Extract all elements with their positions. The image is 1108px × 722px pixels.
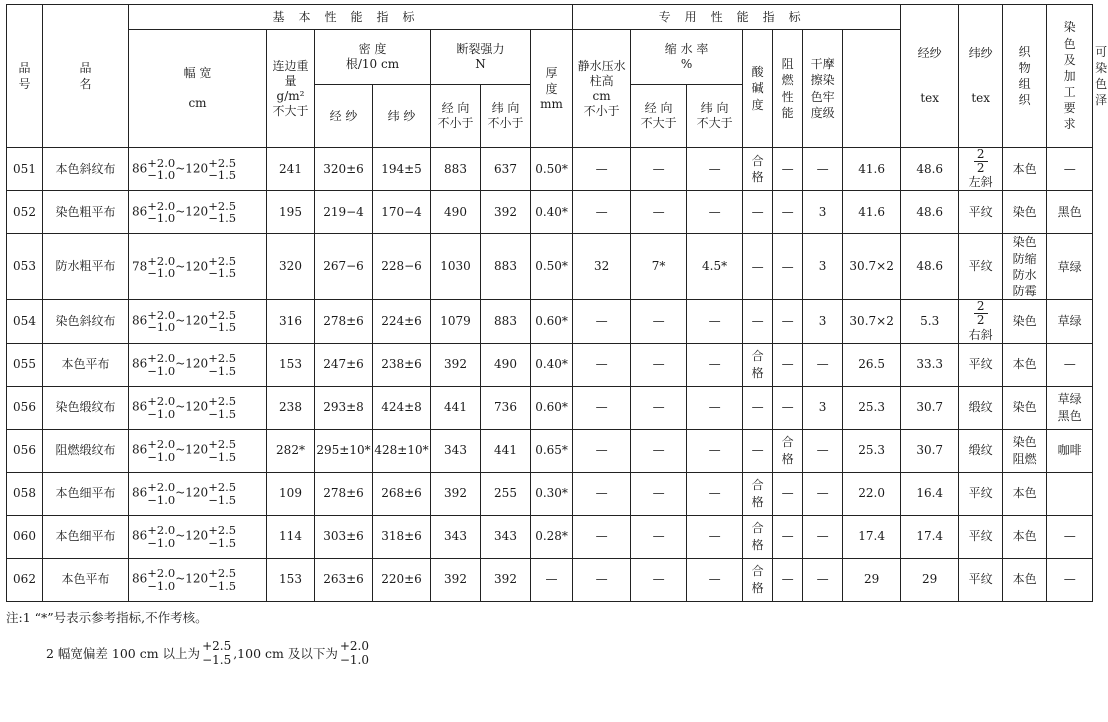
cell-weave: 平纹 (959, 234, 1003, 300)
cell-strength-weft: 883 (481, 234, 531, 300)
table-body (7, 148, 1093, 602)
cell-strength-warp: 343 (431, 429, 481, 472)
cell-warp-yarn: 22.0 (843, 472, 901, 515)
cell-ph: — (743, 429, 773, 472)
cell-rub-fastness: 3 (803, 191, 843, 234)
cell-strength-warp: 490 (431, 191, 481, 234)
cell-warp-yarn: 30.7×2 (843, 234, 901, 300)
cell-dye: 本色 (1003, 148, 1047, 191)
cell-water-pressure: — (573, 558, 631, 601)
cell-thickness: 0.50* (531, 234, 573, 300)
cell-shrink-weft: — (687, 558, 743, 601)
table-row (7, 148, 1093, 191)
header-shrink-weft: 纬 向 不大于 (687, 85, 743, 148)
cell-shrink-weft: 4.5* (687, 234, 743, 300)
table-row (7, 191, 1093, 234)
cell-density-warp: 267−6 (315, 234, 373, 300)
cell-flame: — (773, 343, 803, 386)
cell-ph: 合格 (743, 558, 773, 601)
header-weave: 织物组织 (1003, 5, 1047, 148)
header-ph: 酸碱度 (743, 30, 773, 148)
header-name: 品 名 (43, 5, 129, 148)
cell-strength-warp: 883 (431, 148, 481, 191)
cell-shrink-weft: — (687, 191, 743, 234)
cell-weft-yarn: 30.7 (901, 429, 959, 472)
cell-code: 056 (7, 429, 43, 472)
cell-color: 黑色 (1047, 191, 1093, 234)
cell-ph: — (743, 300, 773, 343)
cell-density-weft: 194±5 (373, 148, 431, 191)
cell-shrink-weft: — (687, 386, 743, 429)
cell-name: 染色缎纹布 (43, 386, 129, 429)
cell-warp-yarn: 30.7×2 (843, 300, 901, 343)
cell-ph: 合格 (743, 515, 773, 558)
cell-density-warp: 263±6 (315, 558, 373, 601)
cell-rub-fastness: 3 (803, 386, 843, 429)
cell-shrink-weft: — (687, 148, 743, 191)
cell-strength-warp: 343 (431, 515, 481, 558)
cell-shrink-warp: — (631, 300, 687, 343)
cell-width: 86 +2.0 −1.0 ~120 +2.5 −1.5 (129, 472, 267, 515)
cell-warp-yarn: 41.6 (843, 148, 901, 191)
cell-rub-fastness: 3 (803, 234, 843, 300)
cell-flame: — (773, 191, 803, 234)
cell-width: 78 +2.0 −1.0 ~120 +2.5 −1.5 (129, 234, 267, 300)
cell-flame: — (773, 386, 803, 429)
cell-density-warp: 247±6 (315, 343, 373, 386)
cell-density-weft: 268±6 (373, 472, 431, 515)
cell-ph: 合格 (743, 472, 773, 515)
cell-density-warp: 320±6 (315, 148, 373, 191)
cell-name: 本色平布 (43, 343, 129, 386)
cell-water-pressure: — (573, 343, 631, 386)
cell-flame: — (773, 148, 803, 191)
cell-flame: — (773, 472, 803, 515)
table-row (7, 558, 1093, 601)
cell-ph: 合格 (743, 148, 773, 191)
cell-thickness: 0.40* (531, 343, 573, 386)
cell-density-warp: 295±10* (315, 429, 373, 472)
cell-width: 86 +2.0 −1.0 ~120 +2.5 −1.5 (129, 343, 267, 386)
cell-strength-weft: 736 (481, 386, 531, 429)
cell-width: 86 +2.0 −1.0 ~120 +2.5 −1.5 (129, 515, 267, 558)
cell-strength-weft: 392 (481, 191, 531, 234)
cell-dye: 本色 (1003, 515, 1047, 558)
header-warp-yarn: 经纱 tex (901, 5, 959, 148)
cell-code: 060 (7, 515, 43, 558)
cell-weave: $\frac{2}{2}$ 左斜 (959, 148, 1003, 191)
cell-name: 防水粗平布 (43, 234, 129, 300)
cell-density-weft: 224±6 (373, 300, 431, 343)
cell-color: — (1047, 558, 1093, 601)
notes (6, 606, 1092, 678)
cell-water-pressure: — (573, 148, 631, 191)
header-basic-group: 基本性能指标 (129, 5, 573, 30)
cell-name: 染色粗平布 (43, 191, 129, 234)
cell-weave: 平纹 (959, 558, 1003, 601)
cell-name: 本色平布 (43, 558, 129, 601)
cell-color (1047, 472, 1093, 515)
cell-code: 056 (7, 386, 43, 429)
cell-shrink-warp: — (631, 191, 687, 234)
cell-warp-yarn: 25.3 (843, 386, 901, 429)
cell-warp-yarn: 26.5 (843, 343, 901, 386)
cell-strength-warp: 392 (431, 343, 481, 386)
cell-warp-yarn: 17.4 (843, 515, 901, 558)
cell-weft-yarn: 29 (901, 558, 959, 601)
cell-dye: 染色 (1003, 191, 1047, 234)
cell-ph: 合格 (743, 343, 773, 386)
cell-width: 86 +2.0 −1.0 ~120 +2.5 −1.5 (129, 148, 267, 191)
cell-weave: 平纹 (959, 343, 1003, 386)
cell-weave: 缎纹 (959, 386, 1003, 429)
cell-color: — (1047, 343, 1093, 386)
cell-dye: 本色 (1003, 558, 1047, 601)
cell-code: 051 (7, 148, 43, 191)
cell-weight: 195 (267, 191, 315, 234)
cell-code: 052 (7, 191, 43, 234)
cell-water-pressure: — (573, 300, 631, 343)
cell-rub-fastness: — (803, 515, 843, 558)
cell-code: 055 (7, 343, 43, 386)
header-density-warp: 经 纱 (315, 85, 373, 148)
cell-flame: — (773, 515, 803, 558)
cell-weight: 316 (267, 300, 315, 343)
cell-width: 86 +2.0 −1.0 ~120 +2.5 −1.5 (129, 191, 267, 234)
cell-weight: 320 (267, 234, 315, 300)
cell-density-weft: 428±10* (373, 429, 431, 472)
cell-weave: $\frac{2}{2}$ 右斜 (959, 300, 1003, 343)
cell-weft-yarn: 17.4 (901, 515, 959, 558)
header-density-weft: 纬 纱 (373, 85, 431, 148)
table-row (7, 386, 1093, 429)
cell-rub-fastness: — (803, 148, 843, 191)
cell-ph: — (743, 234, 773, 300)
cell-density-weft: 220±6 (373, 558, 431, 601)
cell-weight: 282* (267, 429, 315, 472)
cell-color: 草绿 (1047, 300, 1093, 343)
cell-color: — (1047, 148, 1093, 191)
cell-shrink-weft: — (687, 300, 743, 343)
header-dye: 染色及加工要求 (1047, 5, 1093, 148)
cell-dye: 染色防缩防水防霉 (1003, 234, 1047, 300)
header-rub-fastness: 干摩擦染色牢度级 (803, 30, 843, 148)
cell-density-warp: 303±6 (315, 515, 373, 558)
table-row (7, 515, 1093, 558)
cell-dye: 染色 (1003, 300, 1047, 343)
fabric-spec-table: 品 号 品 名 基本性能指标 专用性能指标 经纱 tex 纬纱 tex 织物组织 染色及加工要求 可染色泽 幅 宽 cm 连边重量 g/m² 不大于 密 度 根/10 cm 断裂强力 N 厚度 mm 静水压水柱高 cm 不小于 缩 水 率 % 酸碱度 阻燃性能 干摩擦染色牢度级 经 纱 纬 纱 经 向 不小于 纬 向 不小于 经 向 不大于 纬 向 不大于 051 本色斜纹布 86 +2.0 −1.0 ~120 +2.5 −1.5 241 320±6 194±5 883 637 0.50* — — — 合格 — — 41.6 48.6 $\frac{2}{2}$ 左斜 本色 — 052 染色粗平布 86 +2.0 −1.0 ~120 +2.5 −1.5 195 219−4 170−4 490 392 0.40* — — — — — 3 41.6 48.6 平纹 染色 黑色 053 防水粗平布 78 +2.0 −1.0 ~120 +2.5 −1.5 320 267−6 228−6 1030 883 0.50* 32 7* 4.5* — — 3 30.7×2 48.6 平纹 染色防缩防水防霉 草绿 054 染色斜纹布 86 +2.0 −1.0 ~120 +2.5 −1.5 316 278±6 224±6 1079 883 0.60* — — — — — 3 30.7×2 5.3 $\frac{2}{2}$ 右斜 染色 草绿 055 本色平布 86 +2.0 −1.0 ~120 +2.5 −1.5 153 247±6 238±6 392 490 0.40* — — — 合格 — — 26.5 33.3 平纹 本色 — 056 染色缎纹布 86 +2.0 −1.0 ~120 +2.5 −1.5 238 293±8 424±8 441 736 0.60* — — — — — 3 25.3 30.7 缎纹 染色 草绿黑色 056 阻燃缎纹布 86 +2.0 −1.0 ~120 +2.5 −1.5 282* 295±10* 428±10* 343 441 0.65* — — — — 合格 — 25.3 30.7 缎纹 染色阻燃 咖啡 058 本色细平布 86 +2.0 −1.0 ~120 +2.5 −1.5 109 278±6 268±6 392 255 0.30* — — — 合格 — — 22.0 16.4 平纹 本色 060 本色细平布 86 +2.0 −1.0 ~120 +2.5 −1.5 114 303±6 318±6 343 343 0.28* — — — 合格 — — 17.4 17.4 平纹 本色 — 062 本色平布 86 +2.0 −1.0 ~120 +2.5 −1.5 153 263±6 220±6 392 392 — — — — 合格 — — 29 29 平纹 本色 — (6, 4, 1093, 602)
cell-dye: 染色 (1003, 386, 1047, 429)
cell-rub-fastness: — (803, 343, 843, 386)
cell-weave: 平纹 (959, 472, 1003, 515)
cell-shrink-warp: — (631, 429, 687, 472)
cell-shrink-warp: — (631, 472, 687, 515)
cell-rub-fastness: — (803, 472, 843, 515)
cell-weight: 109 (267, 472, 315, 515)
header-weft-yarn: 纬纱 tex (959, 5, 1003, 148)
cell-code: 062 (7, 558, 43, 601)
note-1: 注:1 “*”号表示参考指标,不作考核。 (6, 609, 208, 625)
header-water-pressure: 静水压水柱高 cm 不小于 (573, 30, 631, 148)
header-strength-warp: 经 向 不小于 (431, 85, 481, 148)
cell-code: 054 (7, 300, 43, 343)
cell-water-pressure: — (573, 386, 631, 429)
cell-water-pressure: 32 (573, 234, 631, 300)
cell-weight: 238 (267, 386, 315, 429)
cell-strength-warp: 392 (431, 472, 481, 515)
cell-strength-weft: 883 (481, 300, 531, 343)
cell-thickness: 0.50* (531, 148, 573, 191)
cell-weft-yarn: 48.6 (901, 234, 959, 300)
cell-rub-fastness: — (803, 429, 843, 472)
cell-strength-warp: 392 (431, 558, 481, 601)
cell-shrink-warp: 7* (631, 234, 687, 300)
cell-rub-fastness: — (803, 558, 843, 601)
spec-sheet (6, 4, 1108, 678)
cell-color: — (1047, 515, 1093, 558)
cell-density-warp: 293±8 (315, 386, 373, 429)
cell-shrink-warp: — (631, 343, 687, 386)
cell-density-weft: 228−6 (373, 234, 431, 300)
cell-strength-weft: 441 (481, 429, 531, 472)
cell-strength-warp: 1030 (431, 234, 481, 300)
cell-shrink-weft: — (687, 429, 743, 472)
cell-dye: 染色阻燃 (1003, 429, 1047, 472)
cell-strength-warp: 1079 (431, 300, 481, 343)
cell-name: 本色细平布 (43, 472, 129, 515)
cell-water-pressure: — (573, 429, 631, 472)
cell-weft-yarn: 48.6 (901, 191, 959, 234)
table-row (7, 472, 1093, 515)
cell-density-weft: 170−4 (373, 191, 431, 234)
cell-name: 本色斜纹布 (43, 148, 129, 191)
cell-thickness: 0.40* (531, 191, 573, 234)
cell-shrink-warp: — (631, 386, 687, 429)
cell-dye: 本色 (1003, 472, 1047, 515)
header-weight: 连边重量 g/m² 不大于 (267, 30, 315, 148)
cell-shrink-warp: — (631, 558, 687, 601)
cell-shrink-weft: — (687, 343, 743, 386)
cell-water-pressure: — (573, 515, 631, 558)
cell-strength-weft: 255 (481, 472, 531, 515)
cell-weight: 241 (267, 148, 315, 191)
cell-color: 咖啡 (1047, 429, 1093, 472)
cell-warp-yarn: 25.3 (843, 429, 901, 472)
cell-code: 058 (7, 472, 43, 515)
cell-rub-fastness: 3 (803, 300, 843, 343)
cell-weight: 153 (267, 343, 315, 386)
cell-width: 86 +2.0 −1.0 ~120 +2.5 −1.5 (129, 429, 267, 472)
cell-shrink-weft: — (687, 515, 743, 558)
cell-thickness: 0.60* (531, 300, 573, 343)
cell-thickness: — (531, 558, 573, 601)
cell-weave: 缎纹 (959, 429, 1003, 472)
cell-weft-yarn: 5.3 (901, 300, 959, 343)
cell-weave: 平纹 (959, 191, 1003, 234)
cell-code: 053 (7, 234, 43, 300)
cell-warp-yarn: 29 (843, 558, 901, 601)
cell-width: 86 +2.0 −1.0 ~120 +2.5 −1.5 (129, 386, 267, 429)
cell-density-weft: 318±6 (373, 515, 431, 558)
cell-ph: — (743, 191, 773, 234)
header-flame: 阻燃性能 (773, 30, 803, 148)
cell-shrink-warp: — (631, 148, 687, 191)
header-width: 幅 宽 cm (129, 30, 267, 148)
cell-thickness: 0.65* (531, 429, 573, 472)
header-shrinkage: 缩 水 率 % (631, 30, 743, 85)
cell-density-warp: 278±6 (315, 472, 373, 515)
cell-color: 草绿黑色 (1047, 386, 1093, 429)
header-thickness: 厚度 mm (531, 30, 573, 148)
header-special-group: 专用性能指标 (573, 5, 901, 30)
cell-flame: — (773, 300, 803, 343)
table-row (7, 429, 1093, 472)
note-2: 2 幅宽偏差 100 cm 以上为 +2.5 −1.5 ,100 cm 及以下为 +2.0 −1.0 (46, 639, 369, 667)
cell-strength-weft: 490 (481, 343, 531, 386)
cell-name: 阻燃缎纹布 (43, 429, 129, 472)
cell-name: 本色细平布 (43, 515, 129, 558)
cell-width: 86 +2.0 −1.0 ~120 +2.5 −1.5 (129, 558, 267, 601)
table-row (7, 343, 1093, 386)
cell-weft-yarn: 16.4 (901, 472, 959, 515)
cell-weft-yarn: 33.3 (901, 343, 959, 386)
cell-shrink-weft: — (687, 472, 743, 515)
header-strength: 断裂强力 N (431, 30, 531, 85)
cell-width: 86 +2.0 −1.0 ~120 +2.5 −1.5 (129, 300, 267, 343)
cell-thickness: 0.60* (531, 386, 573, 429)
cell-weft-yarn: 48.6 (901, 148, 959, 191)
header-density: 密 度 根/10 cm (315, 30, 431, 85)
cell-strength-weft: 392 (481, 558, 531, 601)
cell-shrink-warp: — (631, 515, 687, 558)
cell-thickness: 0.28* (531, 515, 573, 558)
cell-dye: 本色 (1003, 343, 1047, 386)
header-strength-weft: 纬 向 不小于 (481, 85, 531, 148)
cell-density-warp: 278±6 (315, 300, 373, 343)
header-code: 品 号 (7, 5, 43, 148)
cell-density-weft: 238±6 (373, 343, 431, 386)
cell-flame: — (773, 234, 803, 300)
cell-density-warp: 219−4 (315, 191, 373, 234)
cell-strength-warp: 441 (431, 386, 481, 429)
cell-strength-weft: 637 (481, 148, 531, 191)
cell-strength-weft: 343 (481, 515, 531, 558)
cell-density-weft: 424±8 (373, 386, 431, 429)
cell-ph: — (743, 386, 773, 429)
header-shrink-warp: 经 向 不大于 (631, 85, 687, 148)
table-row (7, 234, 1093, 300)
cell-weight: 153 (267, 558, 315, 601)
table-row (7, 300, 1093, 343)
cell-water-pressure: — (573, 191, 631, 234)
cell-warp-yarn: 41.6 (843, 191, 901, 234)
cell-thickness: 0.30* (531, 472, 573, 515)
cell-weight: 114 (267, 515, 315, 558)
cell-flame: — (773, 558, 803, 601)
cell-weave: 平纹 (959, 515, 1003, 558)
cell-water-pressure: — (573, 472, 631, 515)
cell-name: 染色斜纹布 (43, 300, 129, 343)
cell-color: 草绿 (1047, 234, 1093, 300)
cell-weft-yarn: 30.7 (901, 386, 959, 429)
cell-flame: 合格 (773, 429, 803, 472)
